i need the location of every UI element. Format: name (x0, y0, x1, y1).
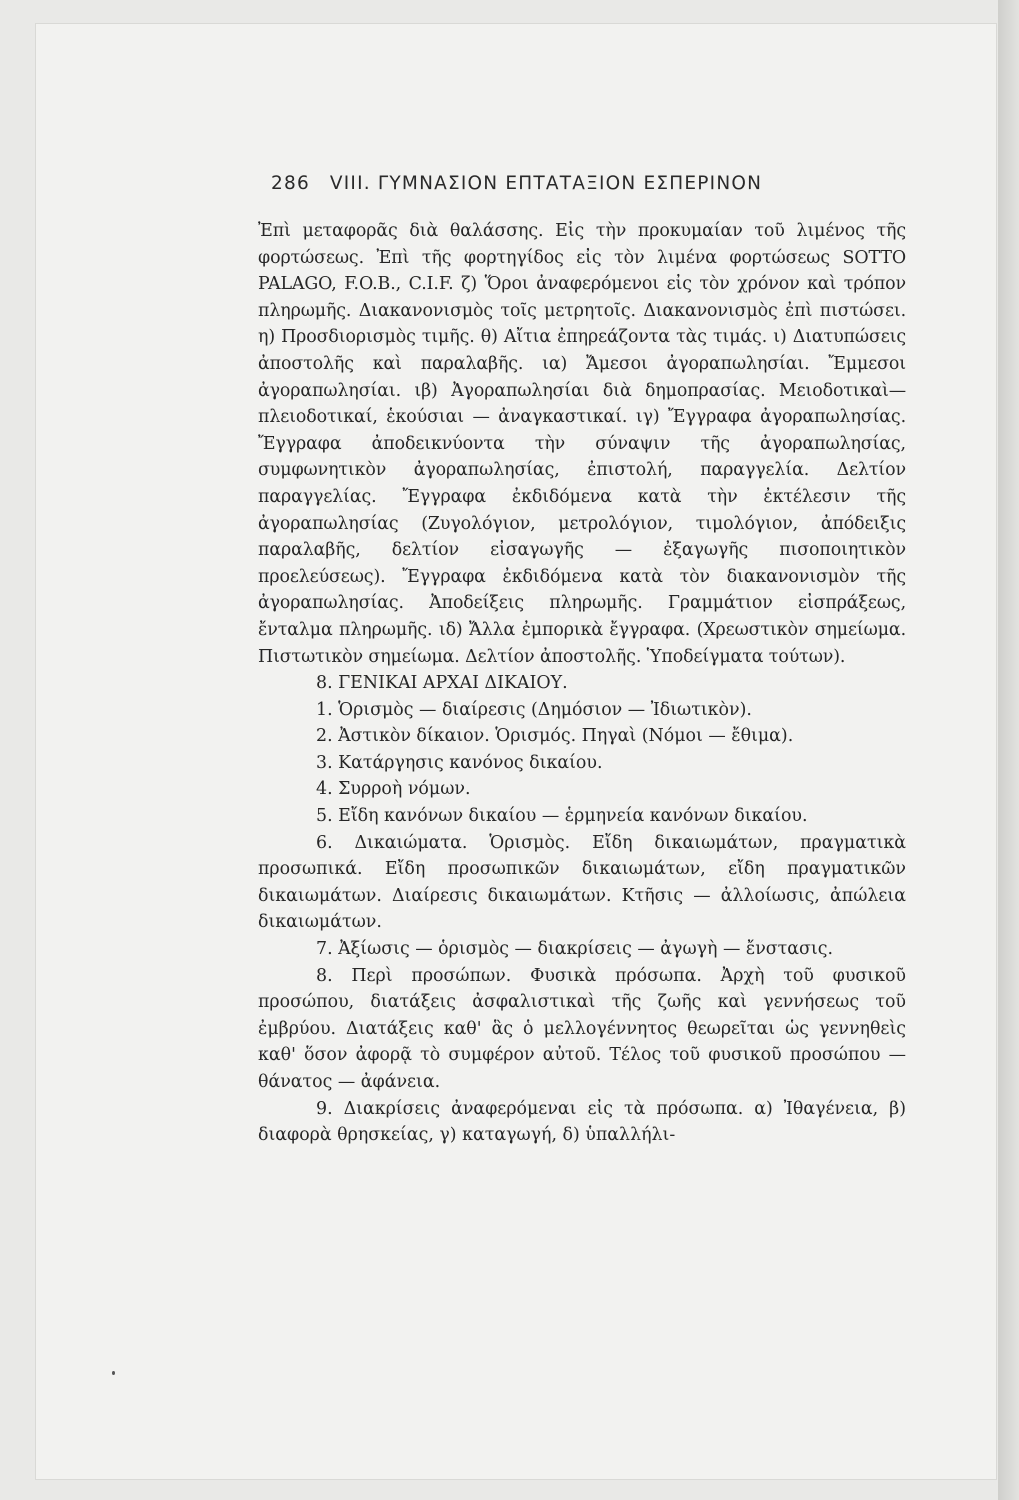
ink-speck (112, 1371, 115, 1375)
list-item-2: 2. Ἀστικὸν δίκαιον. Ὁρισμός. Πηγαὶ (Νόμοι — ἔθιμα). (316, 726, 794, 747)
list-item-6: 6. Δικαιώματα. Ὁρισμὸς. Εἴδη δικαιωμάτων, πραγματικὰ προσωπικά. Εἴδη προσωπικῶν δικαιωμάτων, εἴδη πραγματικῶν δικαιωμάτων. Διαίρεσις δικαιωμάτων. Κτῆσις — ἀλλοίωσις, ἀπώλεια δικαιωμάτων. (258, 832, 906, 933)
page-number: 286 (271, 173, 310, 194)
running-header (271, 173, 881, 194)
list-item-8: 8. Περὶ προσώπων. Φυσικὰ πρόσωπα. Ἀρχὴ τοῦ φυσικοῦ προσώπου, διατάξεις ἀσφαλιστικαὶ τῆς ζωῆς καὶ γεννήσεως τοῦ ἐμβρύου. Διατάξεις καθ' ἃς ὁ μελλογέννητος θεωρεῖται ὡς γεννηθεὶς καθ' ὅσον ἀφορᾷ τὸ συμφέρον αὐτοῦ. Τέλος τοῦ φυσικοῦ προσώπου — θάνατος — ἀφάνεια. (258, 965, 906, 1092)
section-heading: 8. ΓΕΝΙΚΑΙ ΑΡΧΑΙ ΔΙΚΑΙΟΥ. (316, 673, 568, 694)
list-item-1: 1. Ὁρισμὸς — διαίρεσις (Δημόσιον — Ἰδιωτικὸν). (316, 699, 752, 720)
list-item-4: 4. Συρροὴ νόμων. (316, 779, 471, 800)
list-item-7: 7. Ἀξίωσις — ὁρισμὸς — διακρίσεις — ἀγωγὴ — ἔνστασις. (316, 939, 833, 960)
header-title: VIII. ΓΥΜΝΑΣΙΟΝ ΕΠΤΑΤΑΞΙΟΝ ΕΣΠΕΡΙΝΟΝ (329, 173, 763, 194)
list-item-3: 3. Κατάργησις κανόνος δικαίου. (316, 752, 603, 773)
page-body (258, 218, 906, 1149)
list-item-9: 9. Διακρίσεις ἀναφερόμεναι εἰς τὰ πρόσωπα. α) Ἰθαγένεια, β) διαφορὰ θρησκείας, γ) καταγωγή, δ) ὑπαλλήλι- (258, 1098, 906, 1146)
paragraph-commerce-continued: Ἐπὶ μεταφορᾶς διὰ θαλάσσης. Εἰς τὴν προκυμαίαν τοῦ λιμένος τῆς φορτώσεως. Ἐπὶ τῆς φορτηγίδος εἰς τὸν λιμένα φορτώσεως SOTTO PALAGO, F.O.B., C.I.F. ζ) Ὅροι ἀναφερόμενοι εἰς τὸν χρόνον καὶ τρόπον πληρωμῆς. Διακανονισμὸς τοῖς μετρητοῖς. Διακανονισμὸς ἐπὶ πιστώσει. η) Προσδιορισμὸς τιμῆς. θ) Αἴτια ἐπηρεάζοντα τὰς τιμάς. ι) Διατυπώσεις ἀποστολῆς καὶ παραλαβῆς. ια) Ἄμεσοι ἀγοραπωλησίαι. Ἔμμεσοι ἀγοραπωλησίαι. ιβ) Ἀγοραπωλησίαι διὰ δημοπρασίας. Μειοδοτικαὶ—πλειοδοτικαί, ἑκούσιαι — ἀναγκαστικαί. ιγ) Ἔγγραφα ἀγοραπωλησίας. Ἔγγραφα ἀποδεικνύοντα τὴν σύναψιν τῆς ἀγοραπωλησίας, συμφωνητικὸν ἀγοραπωλησίας, ἐπιστολή, παραγγελία. Δελτίον παραγγελίας. Ἔγγραφα ἐκδιδόμενα κατὰ τὴν ἐκτέλεσιν τῆς ἀγοραπωλησίας (Ζυγολόγιον, μετρολόγιον, τιμολόγιον, ἀπόδειξις παραλαβῆς, δελτίον εἰσαγωγῆς — ἐξαγωγῆς πισοποιητικὸν προελεύσεως). Ἔγγραφα ἐκδιδόμενα κατὰ τὸν διακανονισμὸν τῆς ἀγοραπωλησίας. Ἀποδείξεις πληρωμῆς. Γραμμάτιον εἰσπράξεως, ἔνταλμα πληρωμῆς. ιδ) Ἄλλα ἐμπορικὰ ἔγγραφα. (Χρεωστικὸν σημείωμα. Πιστωτικὸν σημείωμα. Δελτίον ἀποστολῆς. Ὑποδείγματα τούτων). (258, 221, 906, 667)
list-item-5: 5. Εἴδη κανόνων δικαίου — ἑρμηνεία κανόνων δικαίου. (316, 806, 808, 827)
page-edge (998, 0, 1019, 1500)
